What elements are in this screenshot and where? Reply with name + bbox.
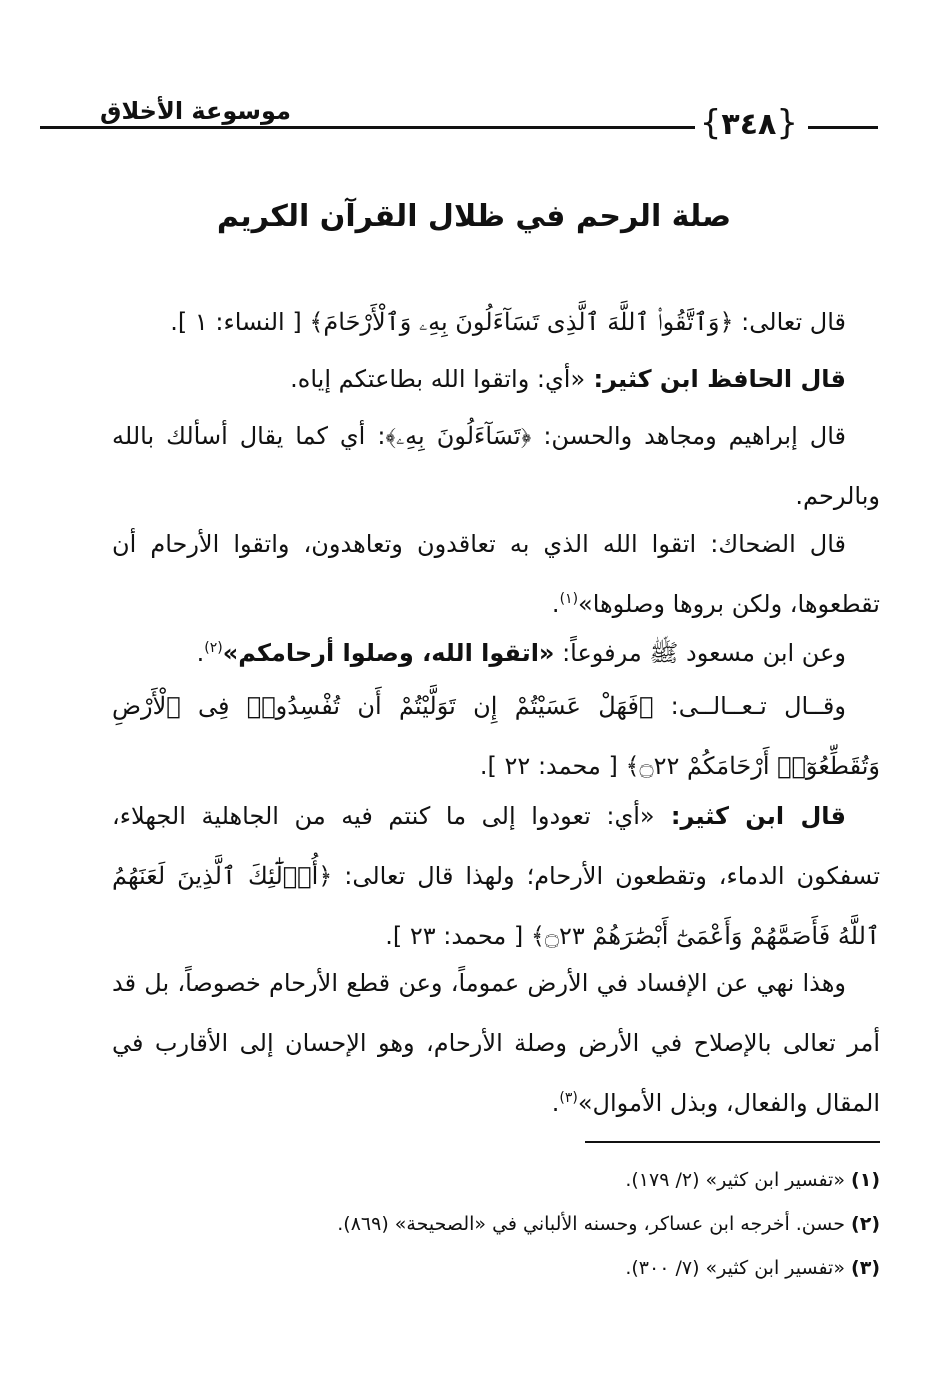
- paragraph-3: قال إبراهيم ومجاهد والحسن: ﴿تَسَآءَلُونَ بِهِۦ﴾: أي كما يقال أسألك بالله وبالرحم.: [112, 422, 880, 510]
- quran-verse: ﴿تَسَآءَلُونَ بِهِۦ﴾: [385, 422, 532, 450]
- chapter-title: صلة الرحم في ظلال القرآن الكريم: [216, 199, 732, 234]
- paragraph-4: قال الضحاك: اتقوا الله الذي به تعاقدون وتعاهدون، واتقوا الأرحام أن تقطعوها، ولكن بروها وصلوها»$^{(١)}$.: [112, 530, 880, 618]
- footnote-ref-2: (٢): [204, 640, 223, 656]
- quran-verse: ﴿وَٱتَّقُوا۟ ٱللَّهَ ٱلَّذِى تَسَآءَلُونَ بِهِۦ وَٱلْأَرْحَامَ﴾: [309, 308, 734, 336]
- header-rule-right: [808, 126, 878, 129]
- paragraph-5: وعن ابن مسعود ﷺ مرفوعاً: «اتقوا الله، وصلوا أرحامكم»$^{(٢)}$.: [196, 639, 846, 667]
- paragraph-2: قال الحافظ ابن كثير: «أي: واتقوا الله بطاعتكم إياه.: [290, 365, 846, 393]
- quran-verse: ﴿فَهَلْ عَسَيْتُمْ إِن تَوَلَّيْتُمْ أَن تُفْسِدُوا۟ فِى ٱلْأَرْضِ وَتُقَطِّعُوٓا۟ أَرْحَامَكُمْ ۝٢٢﴾: [112, 692, 880, 780]
- running-title: موسوعة الأخلاق: [100, 97, 291, 125]
- footnote-ref-3: (٣): [559, 1090, 578, 1106]
- footnote-1: (١) «تفسير ابن كثير» (٢/ ١٧٩).: [625, 1169, 880, 1191]
- paragraph-7: قال ابن كثير: «أي: تعودوا إلى ما كنتم فيه من الجاهلية الجهلاء، تسفكون الدماء، وتقطعون الأرحام؛ ولهذا قال تعالى: ﴿أُو۟لَٰٓئِكَ ٱلَّذِينَ لَعَنَهُمُ ٱللَّهُ فَأَصَمَّهُمْ وَأَعْمَىٰٓ أَبْصَٰرَهُمْ ۝٢٣﴾ [ محمد: ٢٣ ].: [112, 802, 880, 950]
- footnote-ref-1: (١): [559, 591, 579, 607]
- footnote-rule: [585, 1141, 880, 1143]
- quran-verse: ﴿أُو۟لَٰٓئِكَ ٱلَّذِينَ لَعَنَهُمُ ٱللَّهُ فَأَصَمَّهُمْ وَأَعْمَىٰٓ أَبْصَٰرَهُمْ ۝٢٣﴾: [112, 862, 880, 950]
- page-number: {٣٤٨}: [699, 103, 798, 143]
- footnote-2: (٢) حسن. أخرجه ابن عساكر، وحسنه الألباني في «الصحيحة» (٨٦٩).: [337, 1213, 880, 1235]
- paragraph-8: وهذا نهي عن الإفساد في الأرض عموماً، وعن قطع الأرحام خصوصاً، بل قد أمر تعالى بالإصلاح في الأرض وصلة الأرحام، وهو الإحسان إلى الأقارب في المقال والفعال، وبذل الأموال»$^{(٣)}$.: [112, 969, 880, 1117]
- paragraph-1: قال تعالى: ﴿وَٱتَّقُوا۟ ٱللَّهَ ٱلَّذِى تَسَآءَلُونَ بِهِۦ وَٱلْأَرْحَامَ﴾ [ النساء: ١ ].: [170, 308, 846, 336]
- paragraph-6: وقــال تـعــالــى: ﴿فَهَلْ عَسَيْتُمْ إِن تَوَلَّيْتُمْ أَن تُفْسِدُوا۟ فِى ٱلْأَرْضِ وَتُقَطِّعُوٓا۟ أَرْحَامَكُمْ ۝٢٢﴾ [ محمد: ٢٢ ].: [112, 692, 880, 780]
- footnote-3: (٣) «تفسير ابن كثير» (٧/ ٣٠٠).: [625, 1257, 880, 1279]
